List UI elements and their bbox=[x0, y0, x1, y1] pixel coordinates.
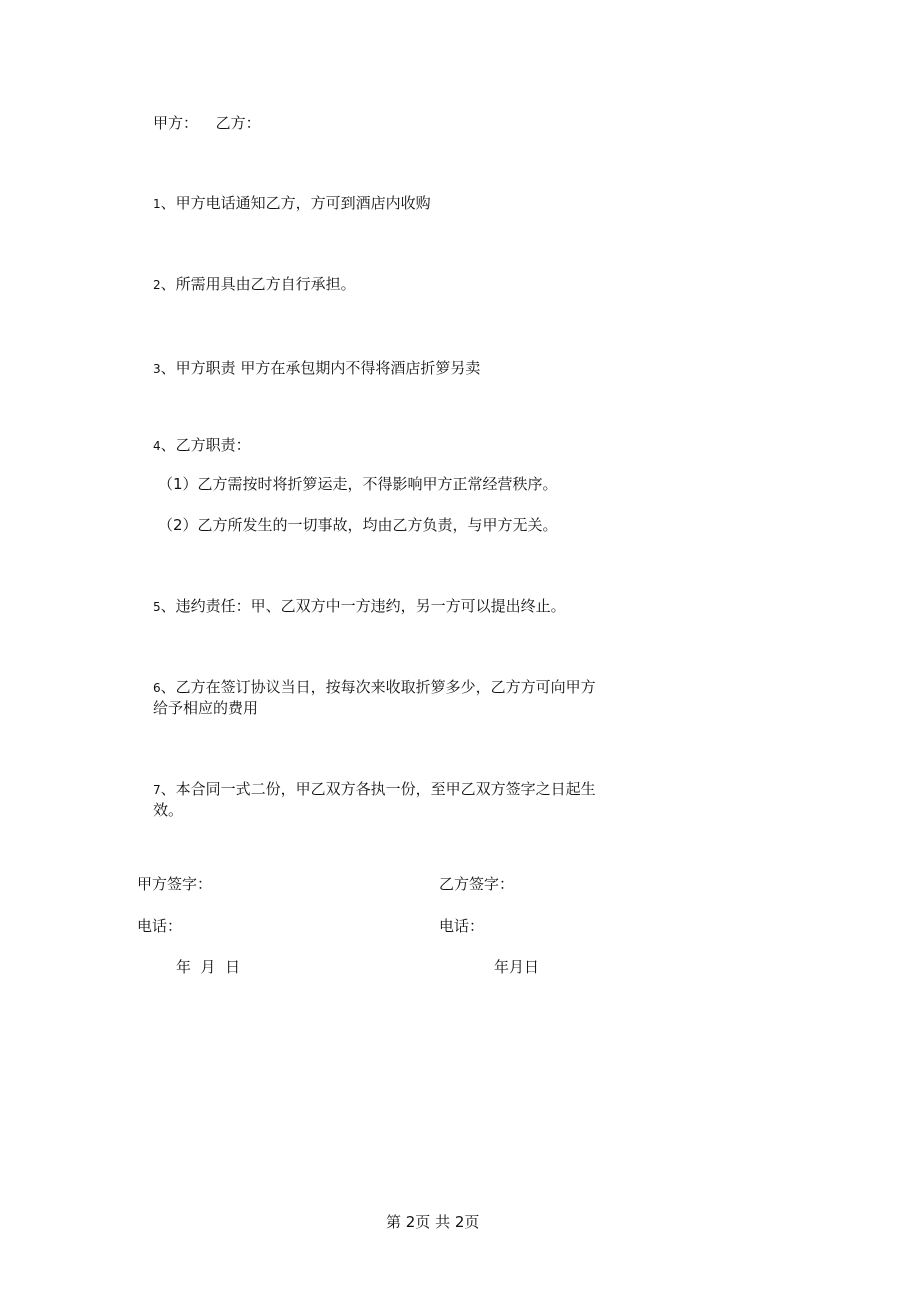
party-b-label: 乙方： bbox=[215, 114, 261, 132]
clause-1 bbox=[153, 192, 431, 215]
clause-4-item-2 bbox=[158, 514, 558, 536]
clause-2 bbox=[153, 273, 356, 296]
clause-number: 1 bbox=[153, 197, 161, 211]
sub-item-text: 乙方需按时将折箩运走，不得影响甲方正常经营秩序。 bbox=[197, 475, 558, 493]
clause-7 bbox=[153, 778, 596, 801]
clause-text: 、乙方在签订协议当日，按每次来收取折箩多少，乙方方可向甲方 bbox=[160, 678, 596, 696]
clause-text: 、本合同一式二份，甲乙双方各执一份，至甲乙双方签字之日起生 bbox=[160, 780, 596, 798]
clause-number: 2 bbox=[153, 278, 161, 292]
party-a-phone-label: 电话： bbox=[137, 917, 183, 935]
clause-text: 、所需用具由乙方自行承担。 bbox=[160, 275, 356, 293]
clause-number: 6 bbox=[153, 681, 161, 695]
clause-5 bbox=[153, 595, 566, 618]
clause-7-continuation: 效。 bbox=[153, 801, 184, 819]
clause-number: 5 bbox=[153, 600, 161, 614]
clause-text: 、乙方职责： bbox=[160, 436, 251, 454]
clause-number: 7 bbox=[153, 783, 161, 797]
sub-item-number: （1） bbox=[158, 475, 198, 493]
clause-number: 3 bbox=[153, 362, 161, 376]
party-b-date-label: 年月日 bbox=[494, 958, 540, 976]
clause-4 bbox=[153, 434, 251, 457]
party-a-date-label: 年 月 日 bbox=[176, 958, 241, 976]
clause-3 bbox=[153, 357, 480, 380]
clause-6-continuation: 给予相应的费用 bbox=[153, 699, 259, 717]
sub-item-number: （2） bbox=[158, 516, 198, 534]
clause-6 bbox=[153, 676, 596, 699]
party-b-phone-label: 电话： bbox=[439, 917, 485, 935]
clause-number: 4 bbox=[153, 439, 161, 453]
party-a-signature-label: 甲方签字： bbox=[137, 875, 213, 893]
clause-text: 、违约责任：甲、乙双方中一方违约，另一方可以提出终止。 bbox=[160, 597, 566, 615]
clause-4-item-1 bbox=[158, 473, 558, 495]
party-a-label: 甲方： bbox=[153, 114, 199, 132]
sub-item-text: 乙方所发生的一切事故，均由乙方负责，与甲方无关。 bbox=[197, 516, 558, 534]
clause-text: 、甲方电话通知乙方，方可到酒店内收购 bbox=[160, 194, 431, 212]
clause-text: 、甲方职责 甲方在承包期内不得将酒店折箩另卖 bbox=[160, 359, 481, 377]
page-footer: 第 2页 共 2页 bbox=[386, 1213, 480, 1231]
party-b-signature-label: 乙方签字： bbox=[439, 875, 515, 893]
parties-header bbox=[153, 112, 261, 134]
